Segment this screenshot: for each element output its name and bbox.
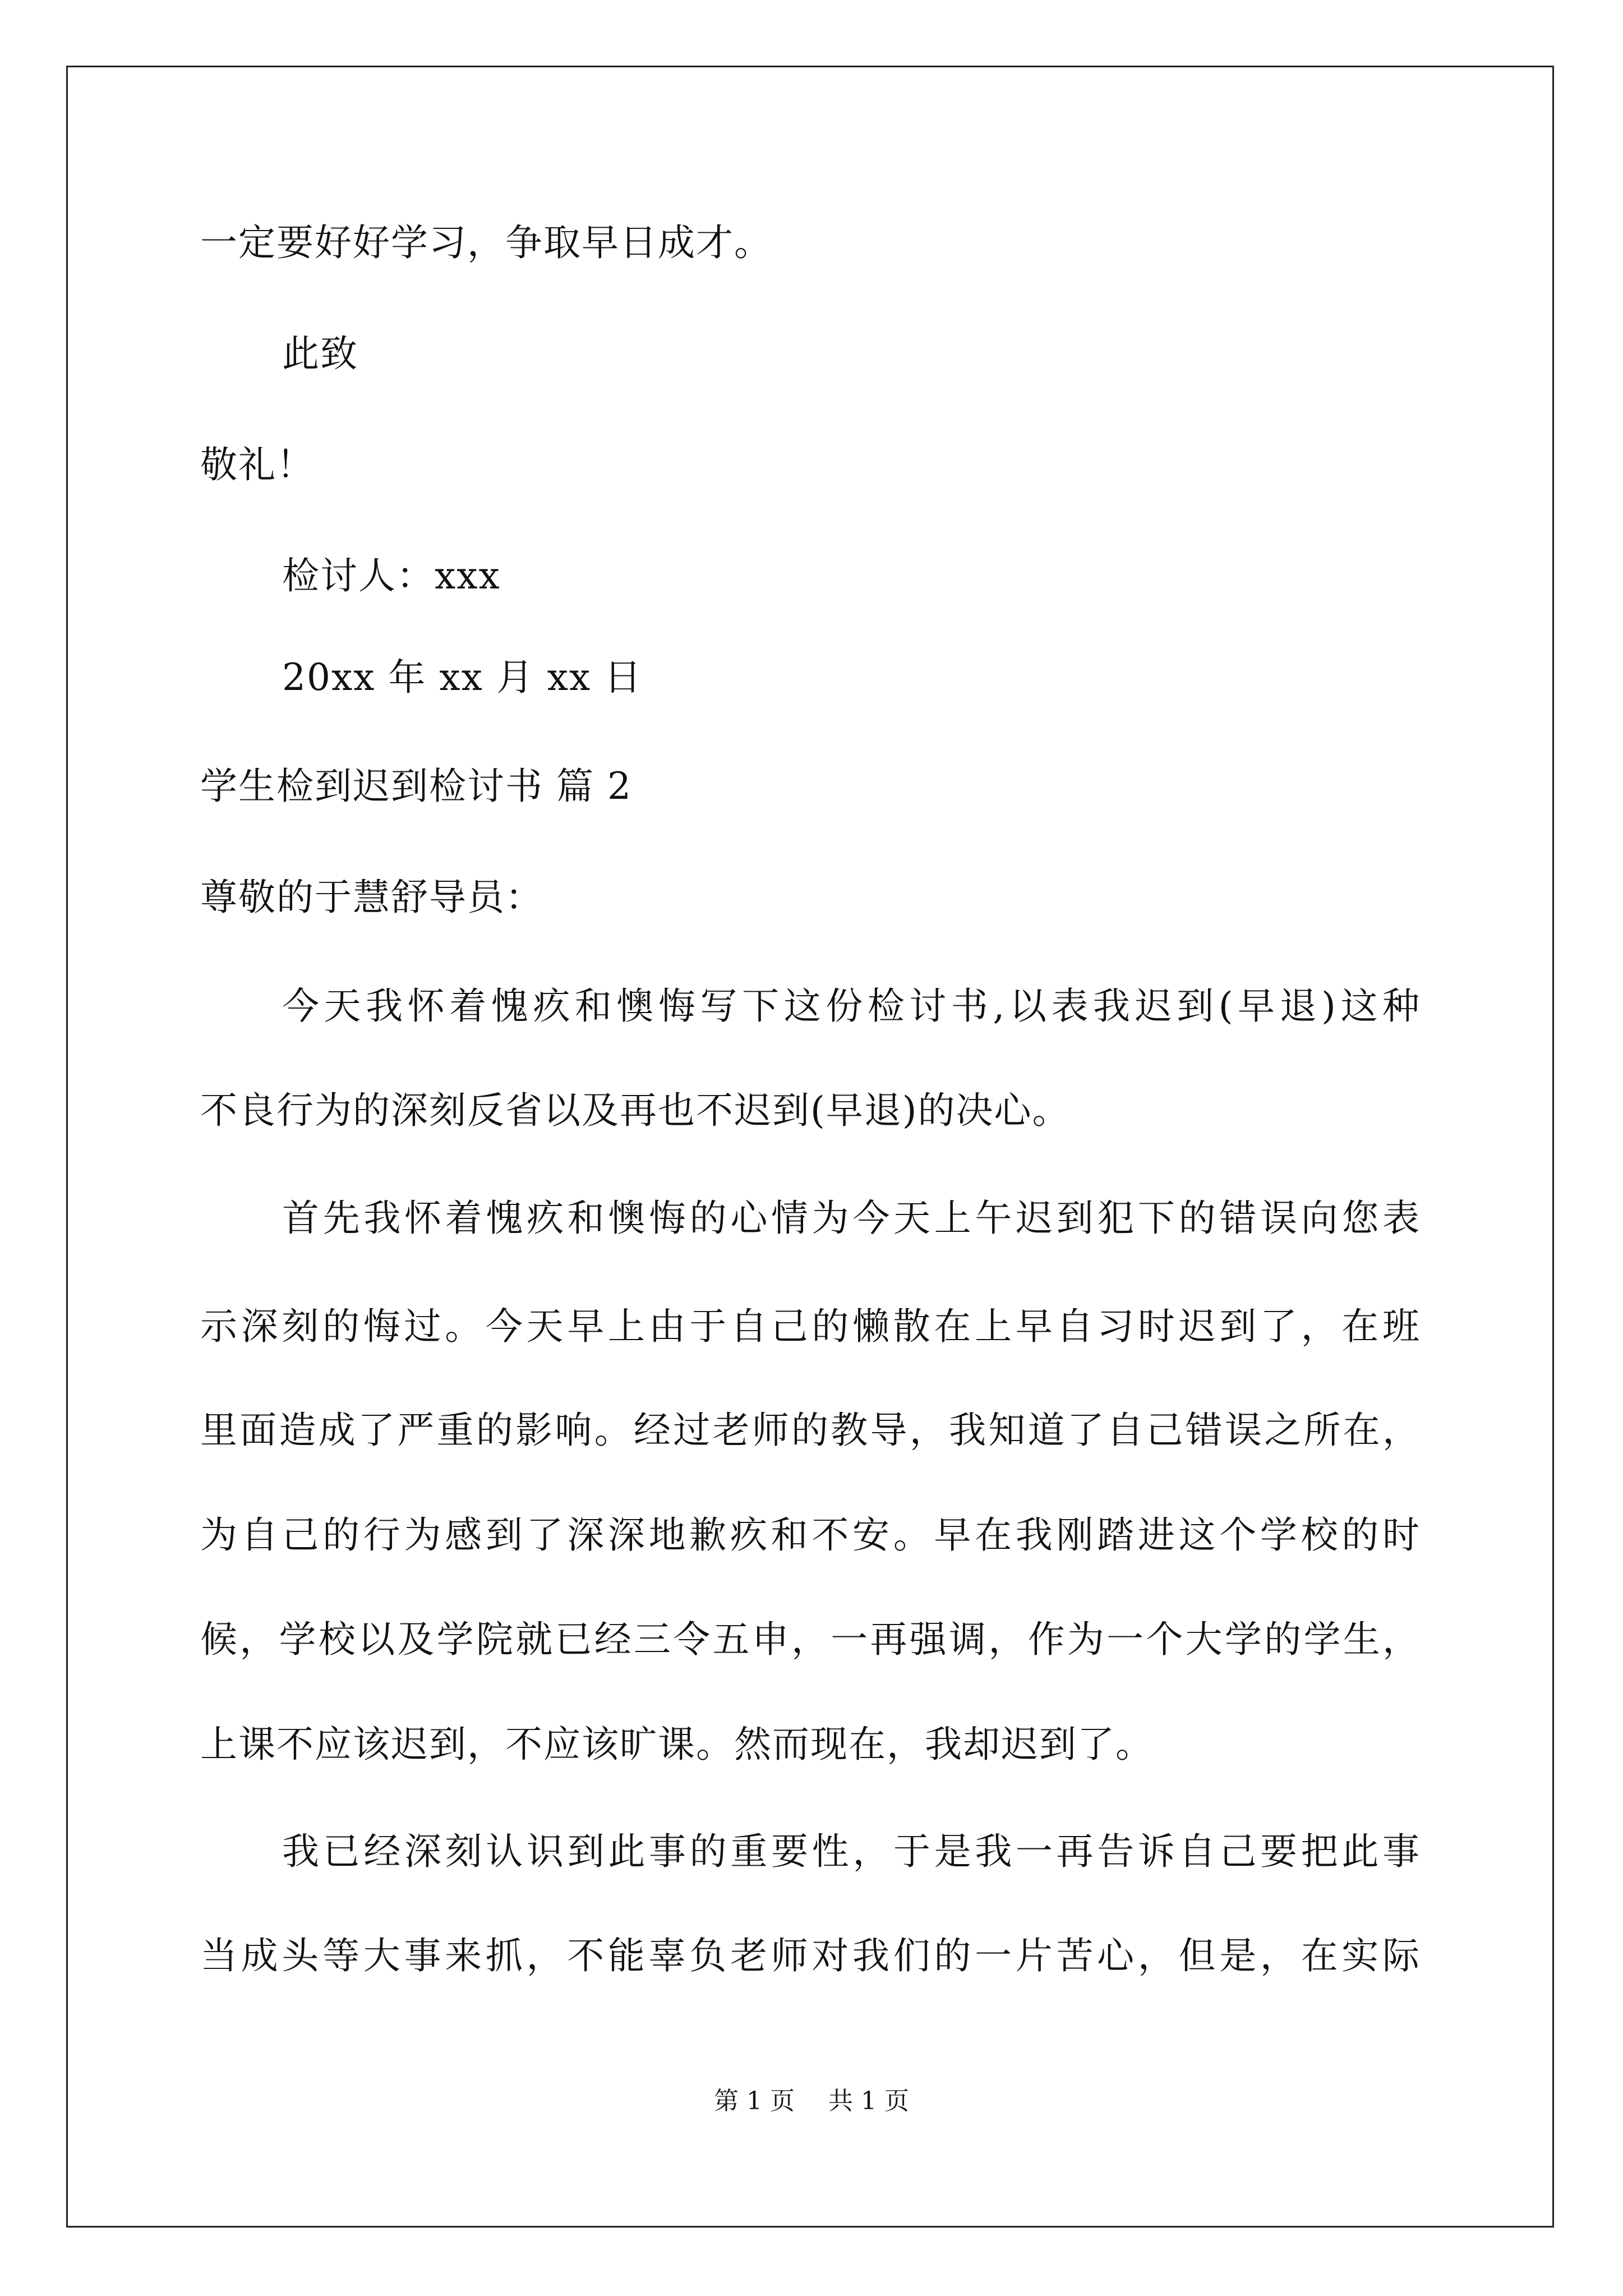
text-line: 一定要好好学习，争取早日成才。 (200, 221, 772, 264)
paragraph-line: 候，学校以及学院就已经三令五申，一再强调，作为一个大学的学生， (200, 1618, 1421, 1661)
paragraph-line: 不良行为的深刻反省以及再也不迟到(早退)的决心。 (200, 1089, 1071, 1132)
paragraph-line: 首先我怀着愧疚和懊悔的心情为今天上午迟到犯下的错误向您表 (282, 1197, 1421, 1240)
signature-line: 检讨人：xxx (282, 554, 501, 597)
page-footer (0, 2086, 1623, 2117)
page-number: 第 1 页 (714, 2087, 795, 2115)
paragraph-line: 里面造成了严重的影响。经过老师的教导，我知道了自己错误之所在， (200, 1409, 1421, 1452)
date-line: 20xx 年 xx 月 xx 日 (282, 656, 643, 699)
page-total: 共 1 页 (828, 2087, 909, 2115)
paragraph-line: 为自己的行为感到了深深地歉疚和不安。早在我刚踏进这个学校的时 (200, 1513, 1421, 1557)
paragraph-line: 示深刻的悔过。今天早上由于自己的懒散在上早自习时迟到了，在班 (200, 1305, 1421, 1348)
page-border (66, 66, 1554, 2228)
addressee-line: 尊敬的于慧舒导员： (200, 876, 543, 919)
closing-line: 敬礼！ (200, 443, 315, 486)
salutation-line: 此致 (282, 332, 358, 375)
paragraph-line: 我已经深刻认识到此事的重要性，于是我一再告诉自己要把此事 (282, 1830, 1421, 1873)
section-heading: 学生检到迟到检讨书 篇 2 (200, 765, 632, 808)
paragraph-line: 上课不应该迟到，不应该旷课。然而现在，我却迟到了。 (200, 1723, 1154, 1766)
paragraph-line: 今天我怀着愧疚和懊悔写下这份检讨书,以表我迟到(早退)这种 (282, 984, 1421, 1028)
paragraph-line: 当成头等大事来抓，不能辜负老师对我们的一片苦心，但是，在实际 (200, 1934, 1421, 1977)
